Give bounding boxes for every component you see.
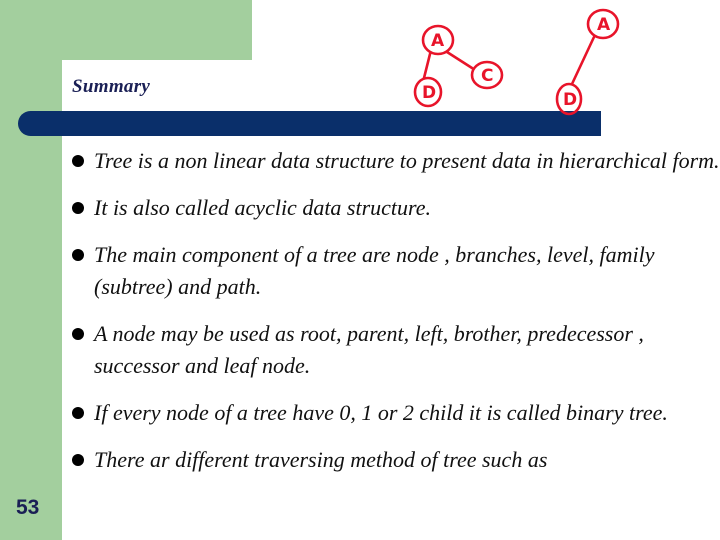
annotation-branch [424,54,430,78]
page-number: 53 [16,496,40,519]
bullet-item: There ar different traversing method of tree such as [72,444,720,476]
slide-title: Summary [72,76,151,97]
annotation-label: A [597,15,611,35]
bullet-item: Tree is a non linear data structure to present data in hierarchical form. [72,145,720,177]
bullet-item: It is also called acyclic data structure. [72,192,720,224]
annotation-label: D [563,90,578,110]
bullet-item: If every node of a tree have 0, 1 or 2 child it is called binary tree. [72,397,720,429]
annotation-label: D [422,83,437,103]
annotation-branch [447,52,472,68]
annotation-label: C [481,66,494,86]
bullet-item: A node may be used as root, parent, left, brother, predecessor , successor and leaf node. [72,318,720,382]
annotation-branch [572,37,594,84]
bullet-item: The main component of a tree are node , branches, level, family (subtree) and path. [72,239,720,303]
annotation-label: A [431,31,445,51]
